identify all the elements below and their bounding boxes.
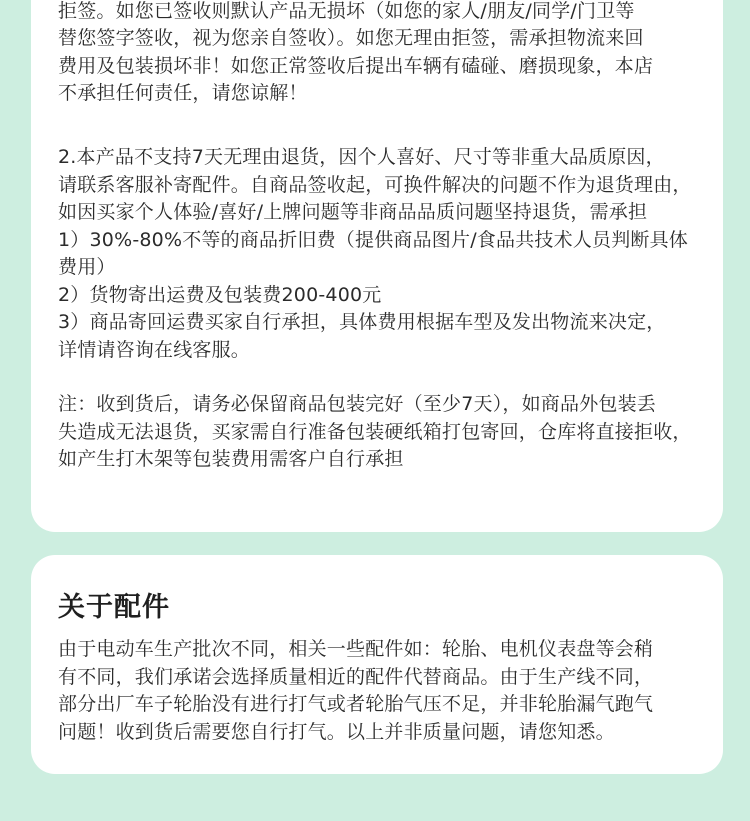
accessories-title: 关于配件 [58, 592, 170, 623]
return-policy-card [31, 0, 723, 532]
signing-policy-text: 拒签。如您已签收则默认产品无损坏（如您的家人/朋友/同学/门卫等 替您签字签收，视为您亲自签收）。如您无理由拒签，需承担物流来回 费用及包装损坏非！如您正常签收后提出车辆有磕碰、磨损现象，本店 不承担任何责任，请您谅解！ [58, 0, 654, 104]
accessories-text: 由于电动车生产批次不同，相关一些配件如：轮胎、电机仪表盘等会稍 有不同，我们承诺会选择质量相近的配件代替商品。由于生产线不同， 部分出厂车子轮胎没有进行打气或者轮胎气压不足，并非轮胎漏气跑气 问题！收到货后需要您自行打气。以上并非质量问题，请您知悉。 [58, 638, 654, 743]
return-policy-text: 2.本产品不支持7天无理由退货，因个人喜好、尺寸等非重大品质原因， 请联系客服补寄配件。自商品签收起，可换件解决的问题不作为退货理由， 如因买家个人体验/喜好/上牌问题等非商品品质问题坚持退货，需承担 1）30%-80%不等的商品折旧费（提供商品图片/食品共技术人员判断具体 费用） 2）货物寄出运费及包装费200-400元 3）商品寄回运费买家自行承担，具体费用根据车型及发出物流来决定， 详情请咨询在线客服。 [58, 146, 692, 361]
packaging-note-text: 注：收到货后，请务必保留商品包装完好（至少7天），如商品外包装丢 失造成无法退货，买家需自行准备包装硬纸箱打包寄回，仓库将直接拒收， 如产生打木架等包装费用需客户自行承担 [58, 393, 692, 470]
accessories-card [31, 555, 723, 774]
